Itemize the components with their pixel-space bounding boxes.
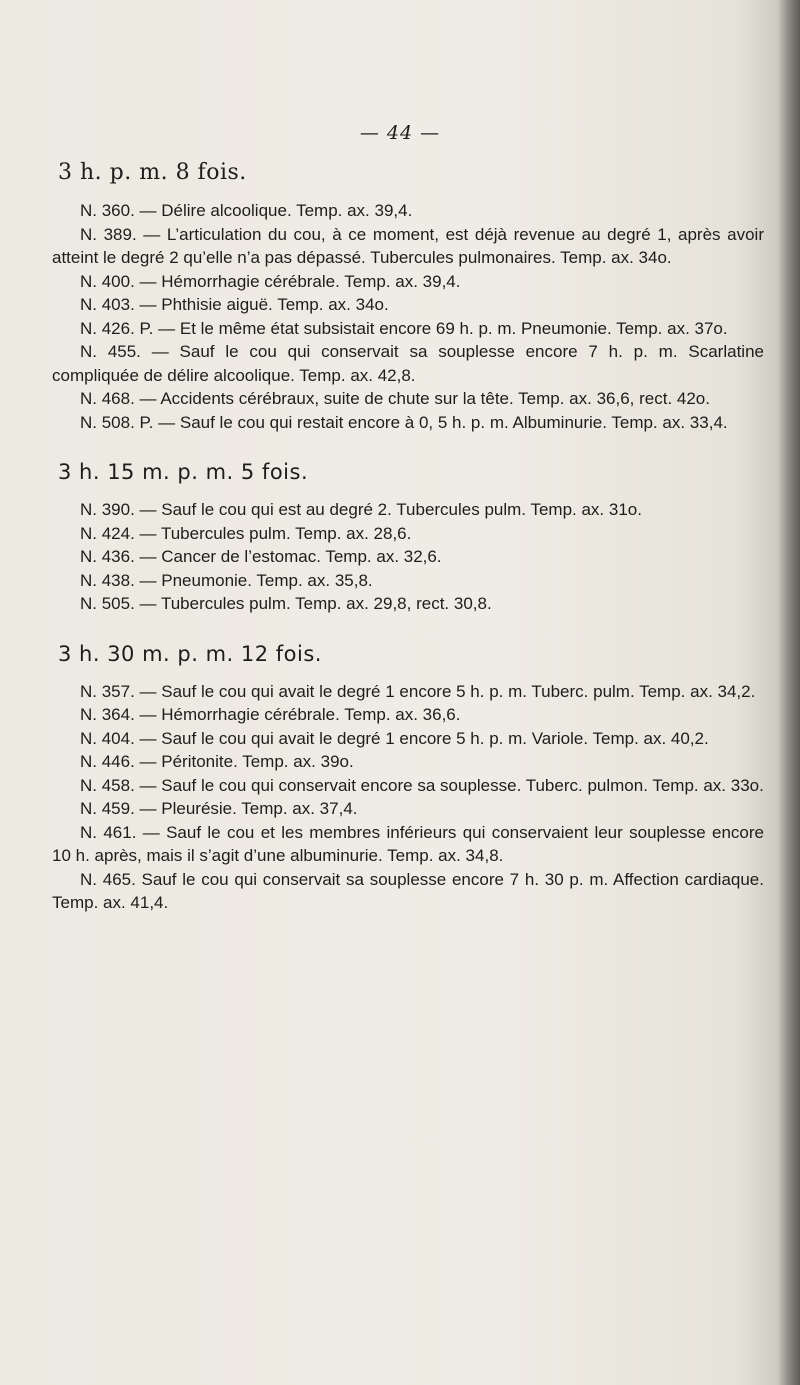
entry-n364: N. 364. — Hémorrhagie cérébrale. Temp. ax. 36,6.: [80, 705, 461, 724]
entry-n390: N. 390. — Sauf le cou qui est au degré 2. Tubercules pulm. Temp. ax. 31o.: [80, 500, 642, 519]
entry-n465: N. 465. Sauf le cou qui conservait sa souplesse encore 7 h. 30 p. m. Affection cardiaque. Temp. ax. 41,4.: [52, 869, 764, 912]
entry-n438: N. 438. — Pneumonie. Temp. ax. 35,8.: [80, 570, 373, 590]
section-3h15: [52, 460, 764, 616]
entry-n458: N. 458. — Sauf le cou qui conservait encore sa souplesse. Tuberc. pulmon. Temp. ax. 33o.: [80, 775, 764, 795]
section-heading: 3 h. 15 m. p. m. 5 fois.: [58, 460, 309, 484]
page-number: — 44 —: [359, 122, 441, 144]
page-content: [52, 160, 764, 941]
entry-n424: N. 424. — Tubercules pulm. Temp. ax. 28,6.: [80, 523, 412, 543]
entry-n508: N. 508. P. — Sauf le cou qui restait encore à 0, 5 h. p. m. Albuminurie. Temp. ax. 33,4.: [80, 412, 728, 432]
entry-n400: N. 400. — Hémorrhagie cérébrale. Temp. ax. 39,4.: [80, 271, 461, 291]
entry-n461: N. 461. — Sauf le cou et les membres inférieurs qui conservaient leur souplesse encore 10 h. après, mais il s’agit d’une albuminurie. Temp. ax. 34,8.: [52, 822, 764, 865]
entry-n459: N. 459. — Pleurésie. Temp. ax. 37,4.: [80, 799, 358, 818]
entry-n403: N. 403. — Phthisie aiguë. Temp. ax. 34o.: [80, 295, 389, 314]
entry-n468: N. 468. — Accidents cérébraux, suite de chute sur la tête. Temp. ax. 36,6, rect. 42o.: [80, 389, 710, 408]
entry-n389: N. 389. — L’articulation du cou, à ce moment, est déjà revenue au degré 1, après avoir atteint le degré 2 qu’elle n’a pas dépassé. Tubercules pulmonaires. Temp. ax. 34o.: [52, 224, 764, 267]
page-edge-shadow: [778, 0, 800, 1385]
section-heading: 3 h. 30 m. p. m. 12 fois.: [58, 641, 322, 666]
entry-n404: N. 404. — Sauf le cou qui avait le degré 1 encore 5 h. p. m. Variole. Temp. ax. 40,2.: [80, 728, 709, 748]
section-3h30: [52, 642, 764, 915]
entry-list: [52, 680, 764, 915]
entry-list: [52, 199, 764, 434]
entry-n360: N. 360. — Délire alcoolique. Temp. ax. 39,4.: [80, 201, 413, 220]
entry-n426: N. 426. P. — Et le même état subsistait encore 69 h. p. m. Pneumonie. Temp. ax. 37o.: [80, 318, 728, 338]
entry-n446: N. 446. — Péritonite. Temp. ax. 39o.: [80, 752, 354, 771]
section-3h: [52, 160, 764, 434]
entry-n505: N. 505. — Tubercules pulm. Temp. ax. 29,8, rect. 30,8.: [80, 594, 492, 613]
entry-list: [52, 498, 764, 616]
entry-n455: N. 455. — Sauf le cou qui conservait sa souplesse encore 7 h. p. m. Scarlatine compliquée de délire alcoolique. Temp. ax. 42,8.: [52, 342, 764, 385]
section-heading: 3 h. p. m. 8 fois.: [58, 160, 247, 185]
entry-n357: N. 357. — Sauf le cou qui avait le degré 1 encore 5 h. p. m. Tuberc. pulm. Temp. ax. 34,2.: [80, 681, 756, 701]
entry-n436: N. 436. — Cancer de l’estomac. Temp. ax. 32,6.: [80, 547, 442, 566]
